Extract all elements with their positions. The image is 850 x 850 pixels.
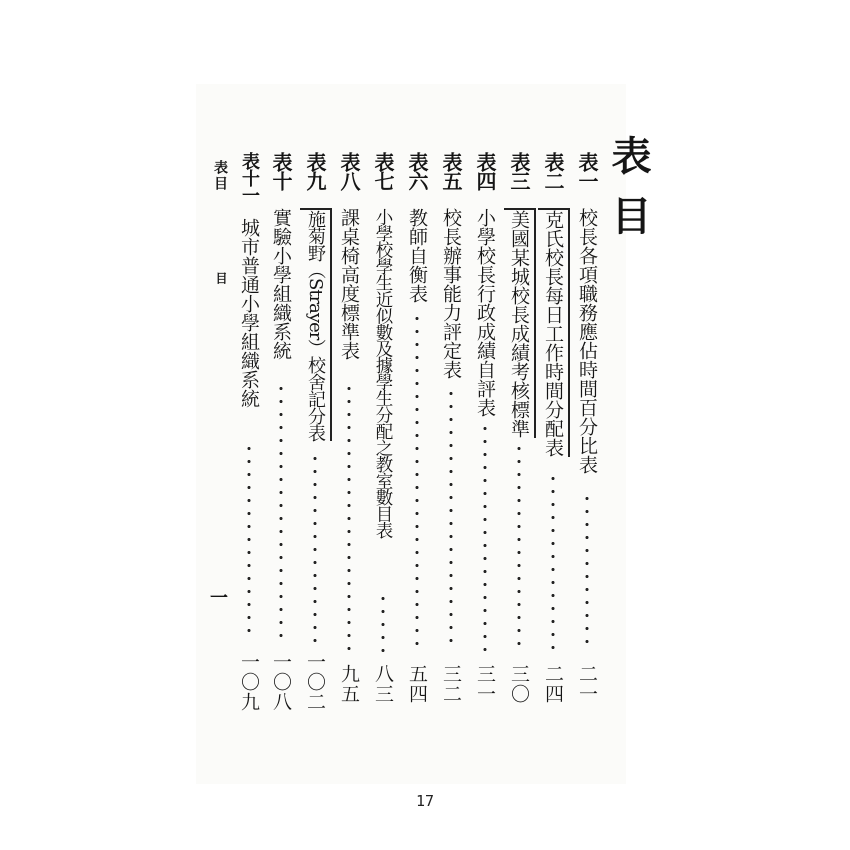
dot-leaders xyxy=(247,442,251,642)
running-head-page: 一 xyxy=(207,588,228,606)
entry-page: 五四 xyxy=(406,664,428,704)
entry-title: 校長各項職務應佔時間百分比表 xyxy=(576,208,598,474)
toc-entry xyxy=(334,152,364,737)
toc-entry xyxy=(538,152,568,737)
entry-page: 三二 xyxy=(440,664,462,704)
running-head xyxy=(204,160,230,760)
dot-leaders xyxy=(483,422,487,652)
toc-entry xyxy=(368,152,398,737)
entry-page: 一〇九 xyxy=(238,652,260,712)
dot-leaders xyxy=(517,442,521,652)
entry-label: 表七 xyxy=(371,152,395,190)
entry-page: 二一 xyxy=(576,664,598,704)
running-head-title: 表目 xyxy=(212,160,228,192)
entry-label: 表四 xyxy=(473,152,497,190)
entry-title: 施菊野（Strayer）校舍記分表 xyxy=(300,208,332,441)
entry-page: 三一 xyxy=(474,664,496,704)
dot-leaders xyxy=(551,472,555,652)
entry-page: 九五 xyxy=(338,664,360,704)
entry-label: 表五 xyxy=(439,152,463,190)
dot-leaders xyxy=(347,382,351,652)
toc-entry xyxy=(300,152,330,737)
entry-title: 小學校長行政成績自評表 xyxy=(474,208,496,417)
entry-label: 表二 xyxy=(541,152,565,190)
toc-entry xyxy=(234,152,264,737)
dot-leaders xyxy=(449,387,453,652)
page-number: 17 xyxy=(415,792,435,810)
entry-label: 表十一 xyxy=(239,152,260,203)
toc-entry xyxy=(470,152,500,737)
entry-label: 表六 xyxy=(405,152,429,190)
entry-label: 表三 xyxy=(507,152,531,190)
toc-entry xyxy=(572,152,602,737)
entry-title: 實驗小學組織系統 xyxy=(270,208,292,360)
table-of-contents xyxy=(234,152,602,742)
dot-leaders xyxy=(313,452,317,642)
toc-entry xyxy=(266,152,296,737)
entry-title: 校長辦事能力評定表 xyxy=(440,208,462,379)
dot-leaders xyxy=(279,382,283,642)
entry-page: 三〇 xyxy=(508,664,530,704)
dot-leaders xyxy=(585,492,589,652)
entry-title: 課桌椅高度標準表 xyxy=(338,208,360,360)
entry-label: 表一 xyxy=(575,152,599,190)
entry-label: 表八 xyxy=(337,152,361,190)
toc-entry xyxy=(402,152,432,737)
running-head-sub: 目 xyxy=(214,272,228,284)
entry-page: 一〇八 xyxy=(270,652,292,712)
entry-title: 美國某城校長成績考核標準 xyxy=(504,208,536,438)
toc-entry xyxy=(436,152,466,737)
dot-leaders xyxy=(415,312,419,652)
entry-title: 小學校學生近似數及據學生分配之教室數目表 xyxy=(373,208,393,538)
entry-page: 八三 xyxy=(372,664,394,704)
toc-entry xyxy=(504,152,534,737)
page-title: 表目 xyxy=(605,135,652,255)
dot-leaders xyxy=(381,592,385,652)
entry-title: 城市普通小學組織系統 xyxy=(238,218,260,408)
entry-label: 表九 xyxy=(303,152,327,190)
entry-title: 教師自衡表 xyxy=(406,208,428,303)
entry-label: 表十 xyxy=(269,152,293,190)
entry-page: 一〇二 xyxy=(304,652,326,712)
entry-title: 克氏校長每日工作時間分配表 xyxy=(538,208,570,457)
entry-page: 二四 xyxy=(542,664,564,704)
